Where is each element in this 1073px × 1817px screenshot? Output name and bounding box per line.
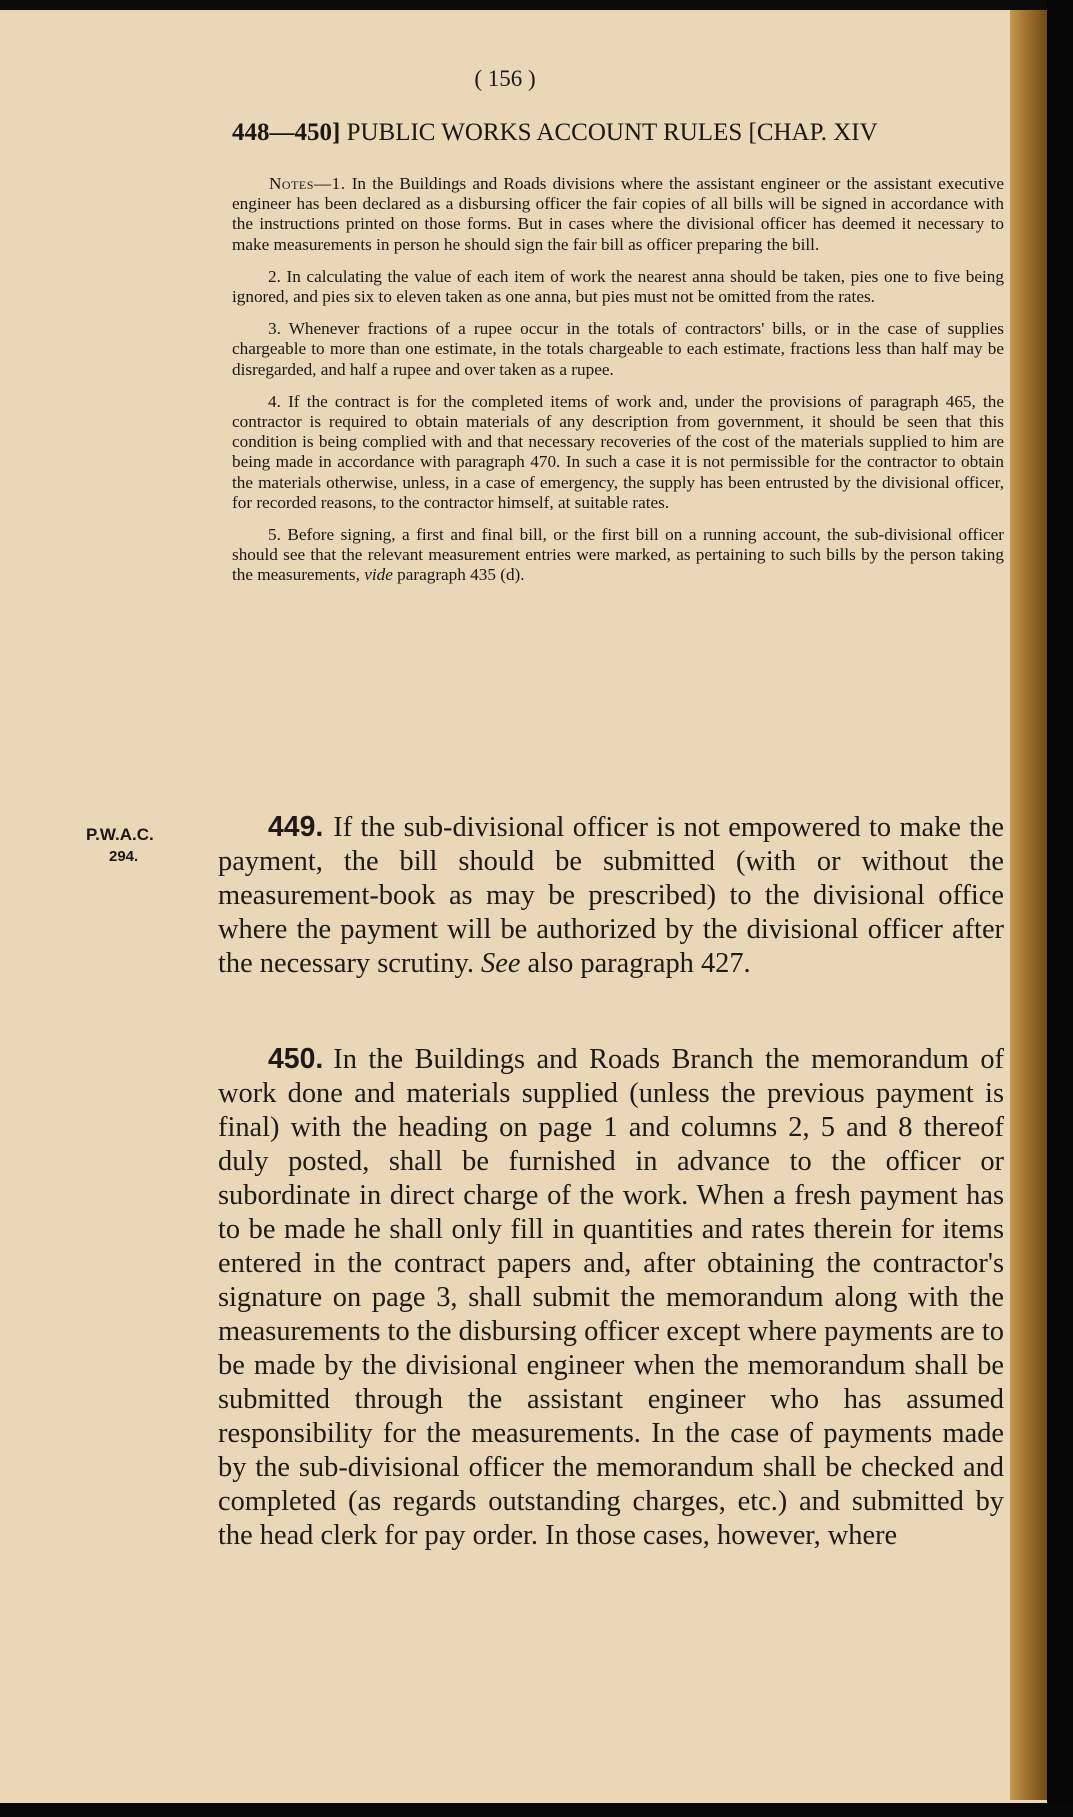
header-range: 448—450]: [232, 119, 341, 146]
paragraph-text: In the Buildings and Roads Branch the memorandum of work done and materials supplied (unless the previous payment is final) with the heading on page 1 and columns 2, 5 and 8 thereof duly posted, shall be furnished in advance to the officer or subordinate in direct charge of the work. When a fresh payment has to be made he shall only fill in quantities and rates therein for items entered in the contract papers and, after obtaining the contractor's signature on page 3, shall submit the memorandum along with the measurements to the disbursing officer except where payments are to be made by the divisional engineer when the memorandum shall be submitted through the assistant engineer who has assumed responsibility for the measurements. In the case of payments made by the sub-divisional officer the memorandum shall be checked and completed (as regards outstanding charges, etc.) and submitted by the head clerk for pay order. In those cases, however, where: [218, 1044, 1004, 1551]
running-header: [232, 119, 1009, 147]
paragraph-text: If the sub-divisional officer is not empowered to make the payment, the bill should be submitted (with or without the measurement-book as may be prescribed) to the divisional office where the payment will be authorized by the divisional officer after the necessary scrutiny.: [218, 812, 1004, 979]
page-number: ( 156 ): [474, 66, 536, 91]
paragraph-449: [218, 810, 1004, 981]
notes-block: [232, 174, 1004, 598]
note-lead: 2.: [268, 266, 281, 286]
note-lead: 3.: [268, 319, 281, 339]
note-4: [232, 392, 1004, 513]
paragraph-italic: See: [481, 948, 521, 979]
book-spine-edge: [1010, 10, 1047, 1800]
note-lead: 5.: [268, 525, 281, 545]
margin-reference: [86, 824, 206, 868]
header-title: PUBLIC WORKS ACCOUNT RULES [CHAP. XIV: [346, 119, 878, 146]
note-5: [232, 525, 1004, 586]
paragraph-450: [218, 1042, 1004, 1553]
note-italic: vide: [364, 565, 393, 585]
note-text: In the Buildings and Roads divisions where the assistant engineer or the assistant executive engineer has been declared as a disbursing officer the fair copies of all bills will be signed in accordance with the instructions printed on those forms. But in cases where the divisional officer has deemed it necessary to make measurements in person he should sign the fair bill as officer preparing the bill.: [232, 174, 1004, 254]
note-2: [232, 267, 1004, 307]
scan-border-right: [1047, 0, 1073, 1817]
note-lead: Notes—1.: [269, 174, 346, 193]
note-1: [232, 174, 1004, 255]
paragraph-number: 449.: [268, 811, 324, 843]
note-text: Before signing, a first and final bill, or the first bill on a running account, the sub-divisional officer should see that the relevant measurement entries were marked, as pertaining to such bills by the person taking the measurements,: [232, 525, 1004, 585]
note-text: Whenever fractions of a rupee occur in the totals of contractors' bills, or in the case of supplies chargeable to more than one estimate, in the totals chargeable to each estimate, fractions less than half may be disregarded, and half a rupee and over taken as a rupee.: [232, 319, 1004, 379]
margin-reference-number: 294.: [109, 848, 139, 865]
note-text: In calculating the value of each item of work the nearest anna should be taken, pies one to five being ignored, and pies six to eleven taken as one anna, but pies must not be omitted from the rates.: [232, 266, 1004, 307]
note-text: If the contract is for the completed items of work and, under the provisions of paragraph 465, the contractor is required to obtain materials of any description from government, it should be seen that this condition is being complied with and that necessary recoveries of the cost of the materials supplied to him are being made in accordance with paragraph 470. In such a case it is not permissible for the contractor to obtain the materials otherwise, unless, in a case of emergency, the supply has been entrusted by the divisional officer, for recorded reasons, to the contractor himself, at suitable rates.: [232, 391, 1004, 512]
scan-border-bottom: [0, 1803, 1073, 1817]
note-text: paragraph 435 (d).: [392, 565, 525, 585]
note-lead: 4.: [268, 391, 281, 411]
note-3: [232, 319, 1004, 380]
paragraph-number: 450.: [268, 1043, 324, 1075]
margin-reference-code: P.W.A.C.: [86, 825, 154, 844]
paragraph-text: also paragraph 427.: [520, 948, 751, 979]
